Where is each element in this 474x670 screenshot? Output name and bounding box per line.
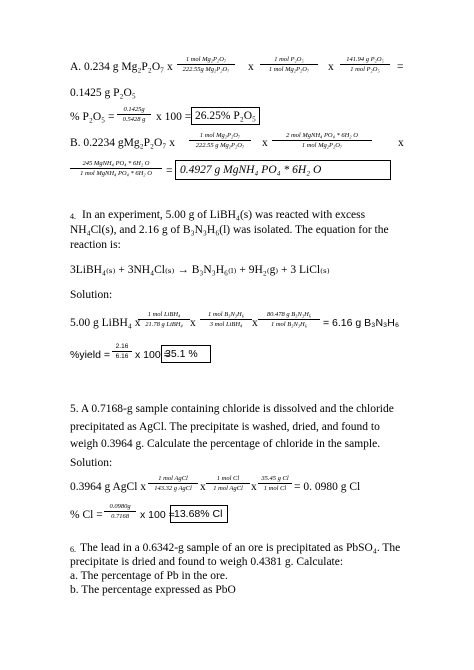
fraction-numerator: 80.478 g B₃N₃H₆ bbox=[258, 311, 320, 320]
fraction-numerator: 2.16 bbox=[112, 343, 132, 352]
fraction-numerator: 141.94 g P₂O₅ bbox=[340, 56, 390, 65]
problem-6-text-3: a. The percentage of Pb in the ore. bbox=[70, 570, 228, 582]
fraction-denominator: 1 mol Mg₂P₂O₇ bbox=[301, 142, 343, 149]
problem-4-number: 4. bbox=[70, 212, 76, 221]
problem-4-fraction-2 bbox=[200, 311, 252, 328]
problem-5-text-2: precipitated as AgCl. The precipitate is washed, dried, and found to bbox=[70, 421, 380, 433]
problem-4-result: = 6.16 g B₃N₃H₆ bbox=[323, 317, 400, 329]
problem-5-solution-label: Solution: bbox=[70, 457, 113, 469]
fraction-numerator: 1 mol Mg₂P₂O₇ bbox=[189, 132, 251, 141]
part-a-result: 0.1425 g P₂O₅ bbox=[70, 87, 136, 99]
part-b-fraction-2 bbox=[272, 132, 372, 149]
fraction-denominator: 1 mol Cl bbox=[263, 485, 287, 492]
equals-sign: = bbox=[397, 61, 404, 73]
part-a-fraction-1 bbox=[177, 56, 235, 73]
part-b-fraction-3 bbox=[70, 160, 162, 177]
fraction-denominator: 0.7168 bbox=[111, 513, 129, 520]
part-a-fraction-3 bbox=[340, 56, 390, 73]
problem-4-equation: 3LiBH₄₍ₛ₎ + 3NH₄Cl₍ₛ₎ → B₃N₃H₆₍ₗ₎ + 9H₂₍g₎ + 3 LiCl₍ₛ₎ bbox=[70, 264, 330, 276]
fraction-numerator: 245 MgNH₄ PO₄ * 6H₂ O bbox=[70, 160, 162, 169]
part-a-answer-box: 26.25% P₂O₅ bbox=[191, 107, 260, 125]
fraction-denominator: 1 mol AgCl bbox=[213, 485, 243, 492]
problem-5-result: = 0. 0980 g Cl bbox=[294, 481, 361, 493]
problem-5-text-3: weigh 0.3964 g. Calculate the percentage of chloride in the sample. bbox=[70, 438, 381, 450]
fraction-denominator: 21.78 g LiBH₄ bbox=[145, 321, 183, 328]
part-a-percent-lead: % P₂O₅ = bbox=[70, 111, 115, 123]
times-sign: x bbox=[248, 61, 254, 73]
problem-5-percent-lead: % Cl = bbox=[70, 509, 103, 521]
problem-6-text-1: The lead in a 0.6342-g sample of an ore is precipitated as PbSO₄. The bbox=[80, 542, 401, 554]
times-sign: x bbox=[190, 317, 196, 329]
problem-5-lead: 0.3964 g AgCl x bbox=[70, 481, 147, 493]
fraction-denominator: 6.16 bbox=[115, 353, 129, 360]
fraction-numerator: 1 mol LiBH₄ bbox=[138, 311, 190, 320]
problem-4-yield-lead: %yield = bbox=[70, 349, 110, 361]
fraction-numerator: 1 mol AgCl bbox=[148, 475, 198, 484]
problem-4-lead: 5.00 g LiBH₄ x bbox=[70, 317, 141, 329]
fraction-denominator: 0.5428 g bbox=[122, 116, 146, 123]
part-a-lead: A. 0.234 g Mg₂P₂O₇ x bbox=[70, 61, 173, 73]
fraction-numerator: 35.45 g Cl bbox=[258, 475, 292, 484]
part-b-answer-box: 0.4927 g MgNH₄ PO₄ * 6H₂ O bbox=[175, 160, 391, 180]
times-100: x 100 = bbox=[156, 111, 192, 123]
times-100: x 100 = bbox=[140, 509, 175, 521]
problem-6-text-4: b. The percentage expressed as PbO bbox=[70, 584, 236, 596]
fraction-numerator: 0.0980g bbox=[104, 503, 136, 512]
fraction-numerator: 0.1425g bbox=[117, 106, 151, 115]
times-100: x 100 = bbox=[135, 349, 170, 361]
fraction-denominator: 1 mol B₃N₃H₆ bbox=[270, 321, 308, 328]
times-sign: x bbox=[251, 481, 257, 493]
problem-6-text-2: precipitate is dried and found to weigh 0.4381 g. Calculate: bbox=[70, 556, 344, 568]
times-sign: x bbox=[328, 61, 334, 73]
part-a-percent-fraction bbox=[117, 106, 151, 123]
problem-4-text-2: NH₄Cl(s), and 2.16 g of B₃N₃H₆(l) was isolated. The equation for the bbox=[70, 224, 389, 236]
problem-4-answer-box: 35.1 % bbox=[161, 345, 211, 363]
problem-4-fraction-1 bbox=[138, 311, 190, 328]
problem-5-fraction-1 bbox=[148, 475, 198, 492]
fraction-denominator: 222.55 g Mg₂P₂O₇ bbox=[195, 142, 245, 149]
fraction-numerator: 1 mol Mg₂P₂O₇ bbox=[177, 56, 235, 65]
fraction-denominator: 143.32 g AgCl bbox=[154, 485, 192, 492]
fraction-denominator: 1 mol MgNH₄ PO₄ * 6H₂ O bbox=[80, 170, 152, 177]
problem-4-text-1: In an experiment, 5.00 g of LiBH₄(s) was reacted with excess bbox=[82, 209, 366, 221]
fraction-numerator: 1 mol P₂O₅ bbox=[260, 56, 318, 65]
times-sign: x bbox=[398, 137, 404, 149]
fraction-numerator: 1 mol B₃N₃H₆ bbox=[200, 311, 252, 320]
problem-4-solution-label: Solution: bbox=[70, 289, 113, 301]
problem-4-yield-fraction bbox=[112, 343, 132, 360]
times-sign: x bbox=[262, 137, 268, 149]
fraction-denominator: 1 mol Mg₂P₂O₇ bbox=[268, 66, 310, 73]
fraction-denominator: 3 mol LiBH₄ bbox=[209, 321, 243, 328]
fraction-numerator: 1 mol Cl bbox=[206, 475, 250, 484]
part-a-fraction-2 bbox=[260, 56, 318, 73]
part-b-lead: B. 0.2234 gMg₂P₂O₇ x bbox=[70, 137, 175, 149]
part-b-fraction-1 bbox=[189, 132, 251, 149]
fraction-numerator: 2 mol MgNH₄ PO₄ * 6H₂ O bbox=[272, 132, 372, 141]
fraction-denominator: 1 mol P₂O₅ bbox=[350, 66, 380, 73]
problem-6-number: 6. bbox=[70, 545, 76, 554]
times-sign: x bbox=[252, 317, 258, 329]
equals-sign: = bbox=[166, 165, 173, 177]
problem-5-fraction-2 bbox=[206, 475, 250, 492]
problem-5-answer-box: 13.68% Cl bbox=[170, 505, 228, 523]
times-sign: x bbox=[200, 481, 206, 493]
problem-5-fraction-3 bbox=[258, 475, 292, 492]
fraction-denominator: 222.55g Mg₂P₂O₇ bbox=[182, 66, 230, 73]
problem-5-percent-fraction bbox=[104, 503, 136, 520]
problem-5-text-1: 5. A 0.7168-g sample containing chloride is dissolved and the chloride bbox=[70, 403, 394, 415]
problem-4-text-3: reaction is: bbox=[70, 239, 121, 251]
problem-4-fraction-3 bbox=[258, 311, 320, 328]
